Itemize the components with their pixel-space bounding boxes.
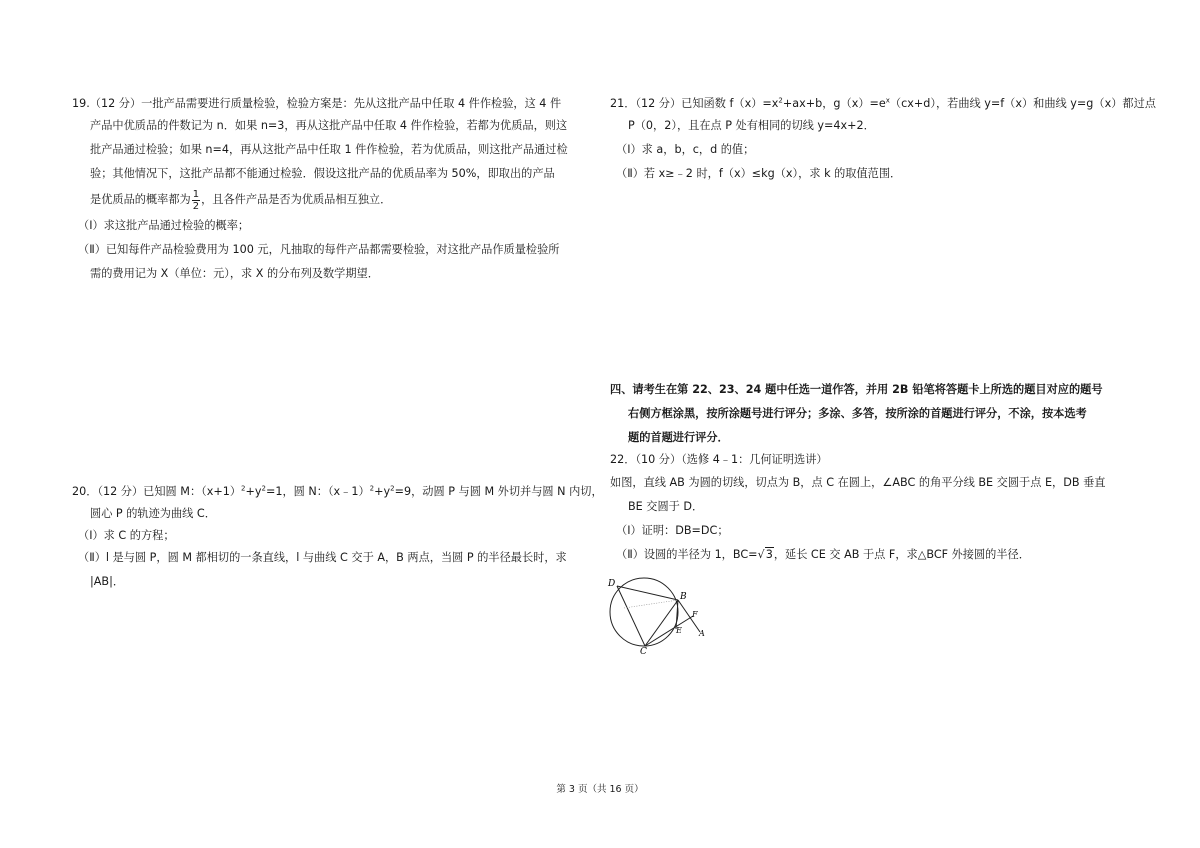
q22-line1: 如图，直线 AB 为圆的切线，切点为 B，点 C 在圆上，∠ABC 的角平分线 BE 交圆于点 E，DB 垂直 [610,476,1106,489]
label-e: E [676,626,682,635]
fraction-one-half: $\frac{1}{2}$ [192,188,200,212]
section-4-instructions [610,378,1150,450]
q20-part1: （Ⅰ）求 C 的方程； [78,529,175,542]
q19-line2: 产品中优质品的件数记为 n．如果 n=3，再从这批产品中任取 4 件作检验，若都为优质品，则这 [90,119,568,132]
question-21 [610,94,1156,186]
sec4-line1: 四、请考生在第 22、23、24 题中任选一道作答，并用 2B 铅笔将答题卡上所选的题目对应的题号 [610,383,1103,396]
q19-line5-post: ，且各件产品是否为优质品相互独立． [201,193,392,206]
sec4-line2: 右侧方框涂黑，按所涂题号进行评分；多涂、多答，按所涂的首题进行评分，不涂，按本选考 [628,407,1087,420]
label-f: F [692,610,698,619]
q20-part2b: |AB|． [90,575,125,588]
segment-cf [645,616,693,646]
q19-line4: 验；其他情况下，这批产品都不能通过检验．假设这批产品的优质品率为 50%，即取出的产品 [90,167,555,180]
q19-line3: 批产品通过检验；如果 n=4，再从这批产品中任取 1 件作检验，若为优质品，则这批产品通过检 [90,143,568,156]
q19-line5-pre: 是优质品的概率都为 [90,193,191,206]
q21-part2: （Ⅱ）若 x≥﹣2 时，f（x）≤kg（x），求 k 的取值范围． [616,167,902,180]
q20-line2: 圆心 P 的轨迹为曲线 C． [90,507,216,520]
q21-part1: （Ⅰ）求 a，b，c，d 的值； [616,143,755,156]
q19-part2b: 需的费用记为 X（单位：元），求 X 的分布列及数学期望． [90,267,379,280]
q20-title: 20．（12 分）已知圆 M：$(x+1)^2+y^2=1$，圆 N：$(x﹣1)^2+y^2=9$，动圆 P 与圆 M 外切并与圆 N 内切， [72,484,603,498]
circle [610,578,678,646]
q20-part2: （Ⅱ）l 是与圆 P，圆 M 都相切的一条直线，l 与曲线 C 交于 A，B 两点，当圆 P 的半径最长时，求 [78,551,567,564]
question-22 [610,449,1150,567]
q22-title: 22．（10 分）（选修 4﹣1：几何证明选讲） [610,453,828,466]
label-a: A [699,629,705,638]
question-19 [72,94,592,286]
page-footer: 第 3 页（共 16 页） [556,784,644,795]
q19-part1: （Ⅰ）求这批产品通过检验的概率； [78,219,250,232]
q21-line2: P（0，2），且在点 P 处有相同的切线 y=4x+2． [628,119,875,132]
sec4-line3: 题的首题进行评分． [628,431,729,444]
q19-title: 19.（12 分）一批产品需要进行质量检验，检验方案是：先从这批产品中任取 4 件作检验，这 4 件 [72,97,562,110]
q22-line2: BE 交圆于 D． [628,500,704,513]
question-20 [72,481,603,595]
segment-cb [645,600,678,646]
q22-part2: （Ⅱ）设圆的半径为 1，BC=√3，延长 CE 交 AB 于点 F，求△BCF 外接圆的半径． [616,548,1030,561]
circle-geometry-figure [606,574,716,656]
label-d: D [608,579,616,589]
q21-title: 21．（12 分）已知函数 $f(x)=x^2+ax+b$，$g(x)=e^x(cx+d)$，若曲线 y=f（x）和曲线 y=g（x）都过点 [610,96,1156,110]
dotted-line [624,600,678,608]
q19-part2: （Ⅱ）已知每件产品检验费用为 100 元，凡抽取的每件产品都需要检验，对这批产品作质量检验所 [78,243,560,256]
q22-part1: （Ⅰ）证明：DB=DC； [616,524,729,537]
label-b: B [680,592,687,602]
label-c: C [640,647,647,656]
